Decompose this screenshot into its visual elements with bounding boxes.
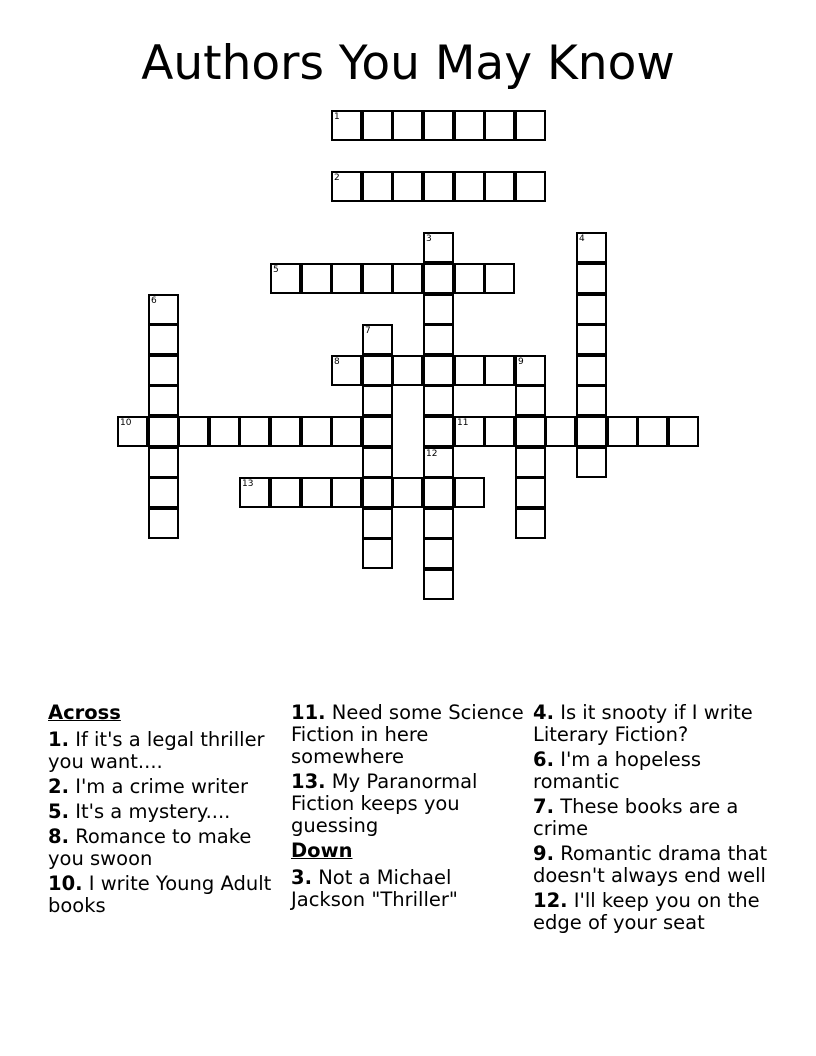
grid-cell[interactable]	[392, 355, 423, 386]
cell-number: 4	[579, 234, 585, 244]
grid-cell[interactable]	[270, 416, 301, 447]
grid-cell[interactable]	[545, 416, 576, 447]
grid-cell[interactable]	[576, 263, 607, 294]
clue-across-8[interactable]: 8. Romance to make you swoon	[48, 825, 252, 870]
grid-cell[interactable]	[423, 171, 454, 202]
grid-cell[interactable]	[515, 110, 546, 141]
grid-cell[interactable]	[423, 385, 454, 416]
grid-cell[interactable]	[515, 477, 546, 508]
grid-cell[interactable]	[331, 171, 362, 202]
grid-cell[interactable]	[331, 355, 362, 386]
grid-cell[interactable]	[148, 477, 179, 508]
grid-cell[interactable]	[331, 110, 362, 141]
grid-cell[interactable]	[515, 416, 546, 447]
grid-cell[interactable]	[454, 416, 485, 447]
down-heading: Down	[291, 839, 353, 862]
grid-cell[interactable]	[148, 355, 179, 386]
grid-cell[interactable]	[576, 324, 607, 355]
grid-cell[interactable]	[484, 110, 515, 141]
grid-cell[interactable]	[576, 385, 607, 416]
grid-cell[interactable]	[576, 232, 607, 263]
grid-cell[interactable]	[515, 508, 546, 539]
grid-cell[interactable]	[148, 416, 179, 447]
clue-across-11[interactable]: 11. Need some Science Fiction in here somewhere	[291, 701, 524, 768]
across-heading: Across	[48, 701, 121, 724]
grid-cell[interactable]	[239, 477, 270, 508]
grid-cell[interactable]	[362, 416, 393, 447]
grid-cell[interactable]	[515, 171, 546, 202]
grid-cell[interactable]	[331, 416, 362, 447]
grid-cell[interactable]	[423, 538, 454, 569]
cell-number: 9	[518, 357, 524, 367]
grid-cell[interactable]	[423, 232, 454, 263]
grid-cell[interactable]	[362, 447, 393, 478]
cell-number: 13	[242, 479, 254, 489]
cell-number: 12	[426, 449, 438, 459]
grid-cell[interactable]	[301, 477, 332, 508]
clue-down-3[interactable]: 3. Not a Michael Jackson "Thriller"	[291, 866, 458, 911]
grid-cell[interactable]	[484, 416, 515, 447]
grid-cell[interactable]	[515, 447, 546, 478]
grid-cell[interactable]	[178, 416, 209, 447]
grid-cell[interactable]	[423, 263, 454, 294]
grid-cell[interactable]	[362, 263, 393, 294]
grid-cell[interactable]	[576, 294, 607, 325]
clue-down-9[interactable]: 9. Romantic drama that doesn't always end well	[533, 842, 768, 887]
clue-down-6[interactable]: 6. I'm a hopeless romantic	[533, 748, 702, 793]
grid-cell[interactable]	[637, 416, 668, 447]
grid-cell[interactable]	[392, 171, 423, 202]
grid-cell[interactable]	[362, 355, 393, 386]
grid-cell[interactable]	[270, 263, 301, 294]
clue-across-10[interactable]: 10. I write Young Adult books	[48, 872, 272, 917]
grid-cell[interactable]	[454, 477, 485, 508]
grid-cell[interactable]	[423, 508, 454, 539]
grid-cell[interactable]	[423, 110, 454, 141]
grid-cell[interactable]	[423, 294, 454, 325]
cell-number: 11	[457, 418, 469, 428]
grid-cell[interactable]	[576, 355, 607, 386]
grid-cell[interactable]	[484, 171, 515, 202]
grid-cell[interactable]	[607, 416, 638, 447]
grid-cell[interactable]	[148, 447, 179, 478]
grid-cell[interactable]	[515, 355, 546, 386]
clue-across-1[interactable]: 1. If it's a legal thriller you want....	[48, 728, 265, 773]
clue-down-12[interactable]: 12. I'll keep you on the edge of your seat	[533, 889, 760, 934]
clue-across-2[interactable]: 2. I'm a crime writer	[48, 775, 249, 798]
grid-cell[interactable]	[484, 263, 515, 294]
grid-cell[interactable]	[148, 508, 179, 539]
grid-cell[interactable]	[423, 447, 454, 478]
grid-cell[interactable]	[148, 385, 179, 416]
grid-cell[interactable]	[515, 385, 546, 416]
cell-number: 5	[273, 265, 279, 275]
grid-cell[interactable]	[362, 385, 393, 416]
grid-cell[interactable]	[301, 416, 332, 447]
grid-cell[interactable]	[392, 263, 423, 294]
grid-cell[interactable]	[454, 263, 485, 294]
cell-number: 3	[426, 234, 432, 244]
grid-cell[interactable]	[423, 569, 454, 600]
cell-number: 7	[365, 326, 371, 336]
grid-cell[interactable]	[362, 477, 393, 508]
clue-column-3	[533, 702, 773, 937]
grid-cell[interactable]	[362, 324, 393, 355]
clue-down-4[interactable]: 4. Is it snooty if I write Literary Fiction?	[533, 701, 753, 746]
clue-across-5[interactable]: 5. It's a mystery....	[48, 800, 231, 823]
clue-column-1	[48, 702, 273, 920]
cell-number: 8	[334, 357, 340, 367]
grid-cell[interactable]	[362, 538, 393, 569]
grid-cell[interactable]	[454, 171, 485, 202]
grid-cell[interactable]	[392, 477, 423, 508]
grid-cell[interactable]	[454, 355, 485, 386]
clue-across-13[interactable]: 13. My Paranormal Fiction keeps you guessing	[291, 770, 478, 837]
grid-cell[interactable]	[270, 477, 301, 508]
grid-cell[interactable]	[576, 447, 607, 478]
grid-cell[interactable]	[362, 110, 393, 141]
grid-cell[interactable]	[239, 416, 270, 447]
puzzle-title: Authors You May Know	[141, 36, 675, 91]
grid-cell[interactable]	[301, 263, 332, 294]
clue-column-2	[291, 702, 526, 914]
grid-cell[interactable]	[423, 355, 454, 386]
grid-cell[interactable]	[423, 477, 454, 508]
cell-number: 2	[334, 173, 340, 183]
grid-cell[interactable]	[423, 324, 454, 355]
grid-cell[interactable]	[668, 416, 699, 447]
grid-cell[interactable]	[362, 171, 393, 202]
grid-cell[interactable]	[148, 324, 179, 355]
grid-cell[interactable]	[454, 110, 485, 141]
grid-cell[interactable]	[331, 477, 362, 508]
grid-cell[interactable]	[209, 416, 240, 447]
grid-cell[interactable]	[423, 416, 454, 447]
cell-number: 10	[120, 418, 132, 428]
cell-number: 1	[334, 112, 340, 122]
grid-cell[interactable]	[117, 416, 148, 447]
clue-down-7[interactable]: 7. These books are a crime	[533, 795, 739, 840]
cell-number: 6	[151, 296, 157, 306]
grid-cell[interactable]	[484, 355, 515, 386]
grid-cell[interactable]	[392, 110, 423, 141]
grid-cell[interactable]	[148, 294, 179, 325]
grid-cell[interactable]	[576, 416, 607, 447]
grid-cell[interactable]	[331, 263, 362, 294]
grid-cell[interactable]	[362, 508, 393, 539]
